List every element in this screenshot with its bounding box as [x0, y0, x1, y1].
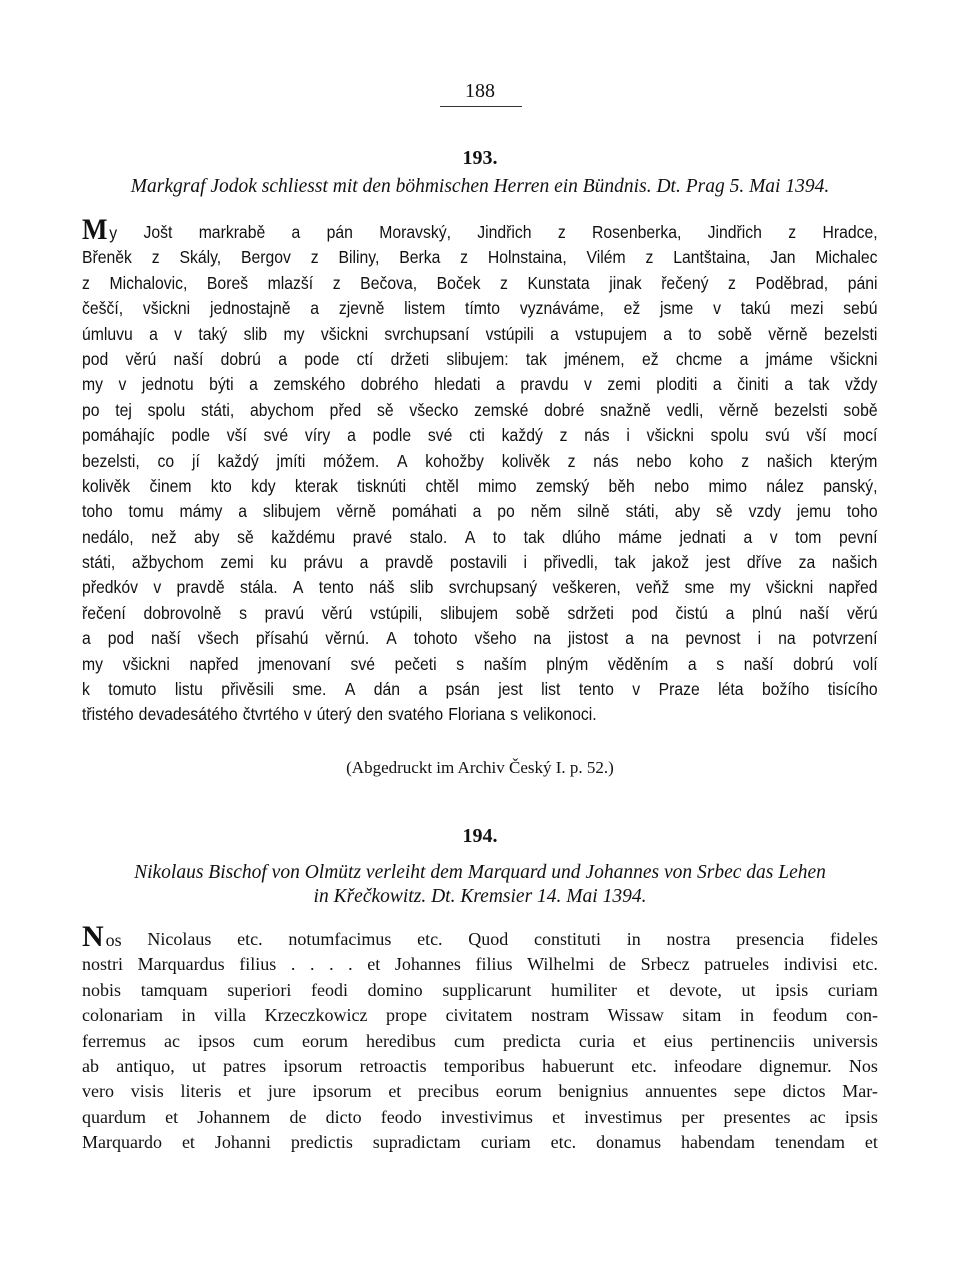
source-note: (Abgedruckt im Archiv Český I. p. 52.) [346, 758, 614, 777]
text-line: ab antiquo, ut patres ipsorum retroactis temporibus habuerunt etc. infeodare dignemur. Nos [82, 1055, 878, 1076]
document-heading-line: in Křečkowitz. Dt. Kremsier 14. Mai 1394. [313, 886, 647, 907]
document-number: 194. [462, 825, 498, 847]
text-line: my všickni napřed jmenovaní své pečeti s naším plným věděním a s naší dobrú volí [82, 653, 878, 674]
text-line: Marquardo et Johanni predictis supradictam curiam etc. donamus habendam tenendam et [82, 1132, 878, 1153]
text-line: quardum et Johannem de dicto feodo investivimus et investimus per presentes ac ipsis [82, 1106, 878, 1127]
text-line: kolivěk činem kto kdy kterak tisknúti chtěl mimo zemský běh nebo mimo nález panský, [82, 475, 878, 496]
text-line: úmluvu a v taký slib my všickni svrchupsaní vstúpili a vstupujem a to sobě věrně bezelsti [82, 323, 878, 344]
charter-text [82, 920, 878, 1156]
text-line: nostri Marquardus filius . . . . et Johannes filius Wilhelmi de Srbecz patrueles indivisi etc. [82, 954, 878, 975]
text-line: po tej spolu státi, abychom před sě všecko zemské dobré snažně vedli, věrně bezelsti sobě [82, 399, 878, 420]
text-line: nobis tamquam superiori feodi domino supplicarunt humiliter et devote, ut ipsis curiam [82, 979, 878, 1000]
text-line: colonariam in villa Krzeczkowicz prope civitatem nostram Wissaw sitam in feodum con- [82, 1005, 878, 1026]
text-line: třistého devadesátého čtvrtého v úterý den svatého Floriana s velikonoci. [82, 704, 597, 725]
charter-text [82, 213, 878, 728]
text-line: státi, ažbychom zemi ku právu a pravdě postavili i přivedli, tak jakož jest dříve za našich [82, 552, 878, 573]
drop-initial: M [82, 213, 108, 246]
text-line: předkóv v pravdě stála. A tento náš slib svrchupsaný veškeren, veňž sme my všickni napřed [82, 577, 878, 598]
document-number: 193. [462, 147, 498, 169]
text-line: my v jednotu býti a zemského dobrého hledati a pravdu v zemi ploditi a činiti a tak vždy [82, 374, 878, 395]
text-line: češčí, všickni jednostajně a zjevně listem tímto vyznáváme, ež jsme v takú mezi sebú [82, 298, 878, 319]
text-line: k tomuto listu přivěsili sme. A dán a psán jest list tento v Praze léta božího tisícího [82, 679, 878, 700]
text-line: toho tomu mámy a slibujem věrně pomáhati a po něm silně státi, aby sě vzdy jemu toho [82, 501, 878, 522]
document-heading: Markgraf Jodok schliesst mit den böhmischen Herren ein Bündnis. Dt. Prag 5. Mai 1394. [130, 176, 830, 197]
text-line: bezelsti, co jí každý jmíti móžem. A kohožby kolivěk z nás nebo koho z našich kterým [82, 450, 878, 471]
text-line: Nos Nicolaus etc. notumfacimus etc. Quod constituti in nostra presencia fideles [82, 920, 878, 953]
text-line: Břeněk z Skály, Bergov z Biliny, Berka z Holnstaina, Vilém z Lantštaina, Jan Michalec [82, 247, 878, 268]
text-line: řečení dobrovolně s pravú věrú vstúpili, slibujem sobě sdržeti pod čistú a plnú naší věrú [82, 602, 878, 623]
text-line: a pod naší všech přísahú věrnú. A tohoto všeho na jistost a na pevnost i na potvrzení [82, 628, 878, 649]
text-line: z Michalovic, Boreš mlazší z Bečova, Boček z Kunstata jinak řečený z Poděbrad, páni [82, 272, 878, 293]
text-line: vero visis literis et jure ipsorum et precibus eorum benignius annuentes sepe dictos Mar- [82, 1081, 878, 1102]
text-line: My Jošt markrabě a pán Moravský, Jindřich z Rosenberka, Jindřich z Hradce, [82, 213, 878, 246]
page-number: 188 [465, 80, 495, 102]
text-line: ferremus ac ipsos cum eorum heredibus cum predicta curia et eius pertinenciis universis [82, 1030, 878, 1051]
drop-initial: N [82, 920, 104, 953]
document-heading-line: Nikolaus Bischof von Olmütz verleiht dem Marquard und Johannes von Srbec das Lehen [134, 862, 826, 883]
text-line: pod věrú naší dobrú a pode ctí držeti slibujem: tak jménem, ež chcme a jmáme všickni [82, 348, 878, 369]
page-number-rule [440, 106, 522, 107]
text-line: nedálo, než aby sě každému pravé stalo. A to tak dlúho máme jednati a v tom pevní [82, 526, 878, 547]
text-line: pomáhajíc podle vší své víry a podle své cti každý z nás i všickni spolu svú vší mocí [82, 425, 878, 446]
